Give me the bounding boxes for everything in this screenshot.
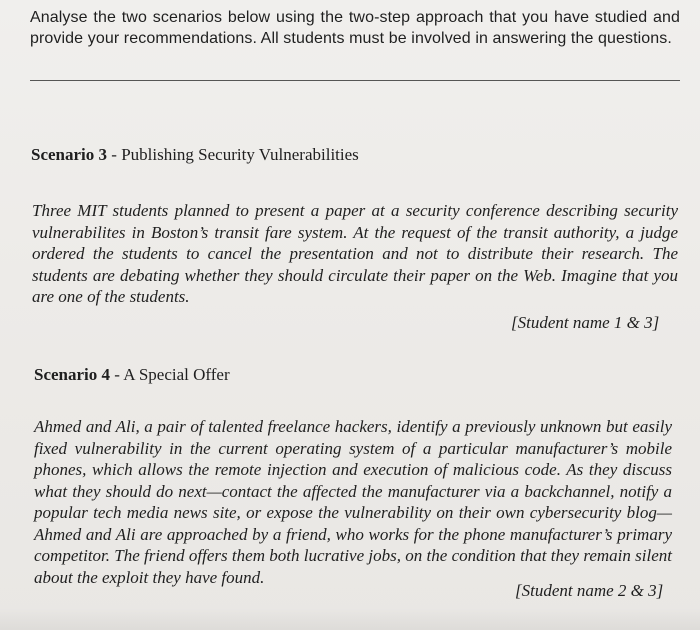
scenario-3-label: Scenario 3: [31, 145, 108, 164]
scenario-3-title: - Publishing Security Vulnerabilities: [111, 145, 359, 164]
scenario-4-text: Ahmed and Ali, a pair of talented freelance hackers, identify a previously unknown but easily fixed vulnerability in the current operating system of a particular manufacturer’s mobile phones, which allows the remote injection and execution of malicious code. As they discuss what they should do next—contact the affected the manufacturer via a backchannel, notify a popular tech media news site, or expose the vulnerability on their own cybersecurity blog—Ahmed and Ali are approached by a friend, who works for the phone manufacturer’s primary competitor. The friend offers them both lucrative jobs, on the condition that they remain silent about the exploit they have found.: [34, 417, 672, 587]
scenario-4-heading: [34, 364, 230, 386]
scenario-3-heading: [31, 144, 359, 166]
scenario-3-text: Three MIT students planned to present a paper at a security conference describing security vulnerabilites in Boston’s transit fare system. At the request of the transit authority, a judge ordered the students to cancel the presentation and not to distribute their research. The students are debating whether they should circulate their paper on the Web. Imagine that you are one of the students.: [32, 201, 678, 306]
scenario-3-credit: [Student name 1 & 3]: [511, 313, 660, 332]
scenario-4-label: Scenario 4: [34, 365, 111, 384]
section-divider: [30, 80, 680, 81]
scenario-4-title: - A Special Offer: [114, 365, 230, 384]
scenario-4-credit: [Student name 2 & 3]: [515, 581, 664, 600]
instructions-paragraph: Analyse the two scenarios below using the two-step approach that you have studied and provide your recommendations. All students must be involved in answering the questions.: [30, 9, 680, 47]
page-edge-shadow: [0, 608, 700, 630]
